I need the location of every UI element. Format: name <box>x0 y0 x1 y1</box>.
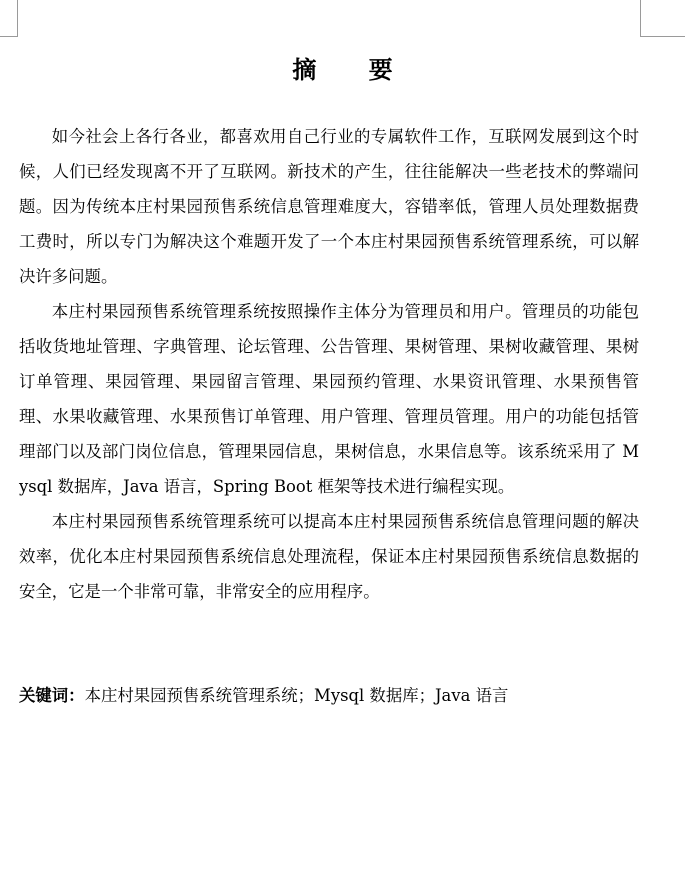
abstract-paragraph-3: 本庄村果园预售系统管理系统可以提高本庄村果园预售系统信息管理问题的解决效率，优化本庄村果园预售系统信息处理流程，保证本庄村果园预售系统信息数据的安全，它是一个非常可靠，非常安全的应用程序。 <box>19 512 639 601</box>
keywords-line <box>19 678 639 713</box>
crop-mark-top-left <box>0 0 18 37</box>
keywords-label: 关键词： <box>19 686 85 705</box>
abstract-body <box>19 119 639 609</box>
crop-mark-top-right <box>640 0 685 37</box>
abstract-paragraph-2: 本庄村果园预售系统管理系统按照操作主体分为管理员和用户。管理员的功能包括收货地址管理、字典管理、论坛管理、公告管理、果树管理、果树收藏管理、果树订单管理、果园管理、果园留言管理、果园预约管理、水果资讯管理、水果预售管理、水果收藏管理、水果预售订单管理、用户管理、管理员管理。用户的功能包括管理部门以及部门岗位信息，管理果园信息，果树信息，水果信息等。该系统采用了 Mysql 数据库，Java 语言，Spring Boot 框架等技术进行编程实现。 <box>19 302 639 496</box>
keywords-text: 本庄村果园预售系统管理系统；Mysql 数据库；Java 语言 <box>84 686 509 705</box>
abstract-paragraph-1: 如今社会上各行各业，都喜欢用自己行业的专属软件工作，互联网发展到这个时候，人们已经发现离不开了互联网。新技术的产生，往往能解决一些老技术的弊端问题。因为传统本庄村果园预售系统信息管理难度大，容错率低，管理人员处理数据费工费时，所以专门为解决这个难题开发了一个本庄村果园预售系统管理系统，可以解决许多问题。 <box>19 127 639 286</box>
page-title: 摘 要 <box>292 55 415 84</box>
